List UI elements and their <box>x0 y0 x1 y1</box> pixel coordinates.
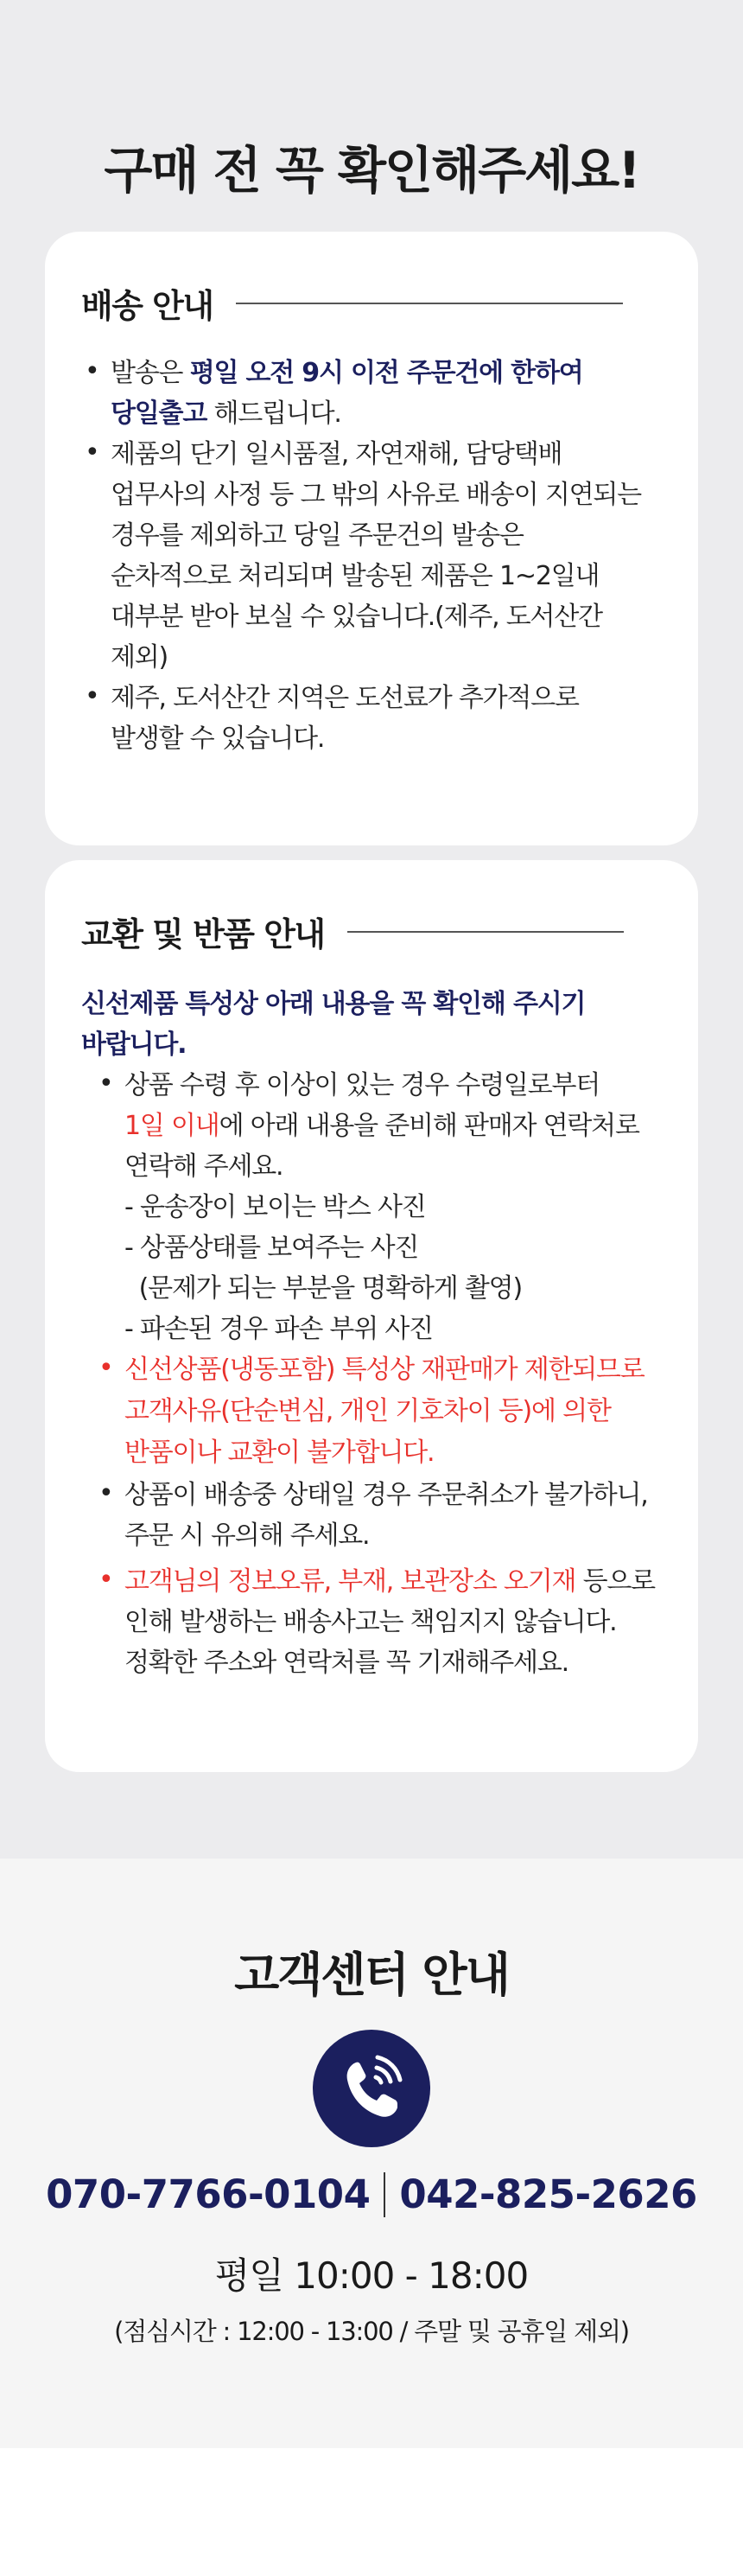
line: 정확한 주소와 연락처를 꼭 기재해주세요. <box>124 1648 568 1678</box>
shipping-bullet-3 <box>111 678 579 759</box>
shipping-card <box>45 232 698 845</box>
line: 제품의 단기 일시품절, 자연재해, 담당택배 <box>111 439 562 469</box>
text: 발송은 <box>111 358 190 388</box>
line: 바랍니다. <box>81 1030 187 1060</box>
line: 경우를 제외하고 당일 주문건의 발송은 <box>111 520 524 551</box>
sub-item: - 운송장이 보이는 박스 사진 <box>124 1192 426 1222</box>
phone-number-1[interactable]: 070-7766-0104 <box>46 2171 371 2217</box>
exchange-heading-row <box>81 908 624 955</box>
exchange-heading: 교환 및 반품 안내 <box>81 915 325 953</box>
bullet-icon: • <box>85 437 100 468</box>
exchange-bullet-3 <box>124 1475 648 1556</box>
bullet-icon: • <box>98 1478 114 1508</box>
line: 주문 시 유의해 주세요. <box>124 1521 370 1551</box>
page-title: 구매 전 꼭 확인해주세요! <box>104 141 639 200</box>
line: 신선상품(냉동포함) 특성상 재판매가 제한되므로 <box>124 1355 645 1385</box>
exchange-card <box>45 860 698 1772</box>
exchange-lead <box>81 984 585 1065</box>
line: 연락해 주세요. <box>124 1151 283 1182</box>
sub-item: - 파손된 경우 파손 부위 사진 <box>124 1314 433 1344</box>
shipping-heading-row <box>81 279 623 327</box>
sub-item: (문제가 되는 부분을 명확하게 촬영) <box>124 1273 522 1304</box>
heading-divider <box>347 931 624 933</box>
line: 상품이 배송중 상태일 경우 주문취소가 불가하니, <box>124 1480 648 1510</box>
line: 고객사유(단순변심, 개인 기호차이 등)에 의한 <box>124 1396 611 1426</box>
business-hours: 평일 10:00 - 18:00 <box>214 2254 529 2297</box>
customer-center <box>0 1859 743 2448</box>
bullet-icon: • <box>85 681 100 711</box>
line: 신선제품 특성상 아래 내용을 꼭 확인해 주시기 <box>81 989 586 1019</box>
shipping-bullet-1 <box>111 353 583 434</box>
sub-item: - 상품상태를 보여주는 사진 <box>124 1233 419 1263</box>
line: 순차적으로 처리되며 발송된 제품은 1~2일내 <box>111 561 600 591</box>
bullet-icon: • <box>98 1353 114 1383</box>
highlight: 1일 이내 <box>124 1111 219 1141</box>
text: 등으로 <box>575 1566 655 1597</box>
bullet-icon: • <box>98 1068 114 1099</box>
line: 업무사의 사정 등 그 밖의 사유로 배송이 지연되는 <box>111 480 641 510</box>
text: 해드립니다. <box>206 399 341 429</box>
line: 상품 수령 후 이상이 있는 경우 수령일로부터 <box>124 1070 600 1100</box>
bullet-icon: • <box>98 1565 114 1595</box>
line: 인해 발생하는 배송사고는 책임지지 않습니다. <box>124 1607 617 1637</box>
highlight: 평일 오전 9시 이전 주문건에 한하여 <box>189 358 583 388</box>
phone-numbers <box>0 2171 743 2217</box>
heading-divider <box>236 303 623 304</box>
phone-divider <box>384 2172 385 2217</box>
bullet-icon: • <box>85 356 100 386</box>
highlight: 당일출고 <box>111 399 207 429</box>
phone-icon <box>313 2030 430 2147</box>
shipping-heading: 배송 안내 <box>81 287 213 325</box>
shipping-bullet-2 <box>111 434 641 678</box>
business-hours-note: (점심시간 : 12:00 - 13:00 / 주말 및 공휴일 제외) <box>114 2317 629 2346</box>
exchange-bullet-2 <box>124 1349 645 1474</box>
exchange-bullet-1 <box>124 1065 639 1349</box>
line: 제주, 도서산간 지역은 도선료가 추가적으로 <box>111 683 579 713</box>
text: 에 아래 내용을 준비해 판매자 연락처로 <box>219 1111 639 1141</box>
line: 대부분 받아 보실 수 있습니다.(제주, 도서산간 <box>111 602 602 632</box>
customer-center-title: 고객센터 안내 <box>234 1948 509 2002</box>
phone-number-2[interactable]: 042-825-2626 <box>399 2171 697 2217</box>
line: 반품이나 교환이 불가합니다. <box>124 1438 435 1468</box>
highlight: 고객님의 정보오류, 부재, 보관장소 오기재 <box>124 1566 576 1597</box>
line: 제외) <box>111 642 168 673</box>
exchange-bullet-4 <box>124 1561 655 1683</box>
line: 발생할 수 있습니다. <box>111 724 325 754</box>
